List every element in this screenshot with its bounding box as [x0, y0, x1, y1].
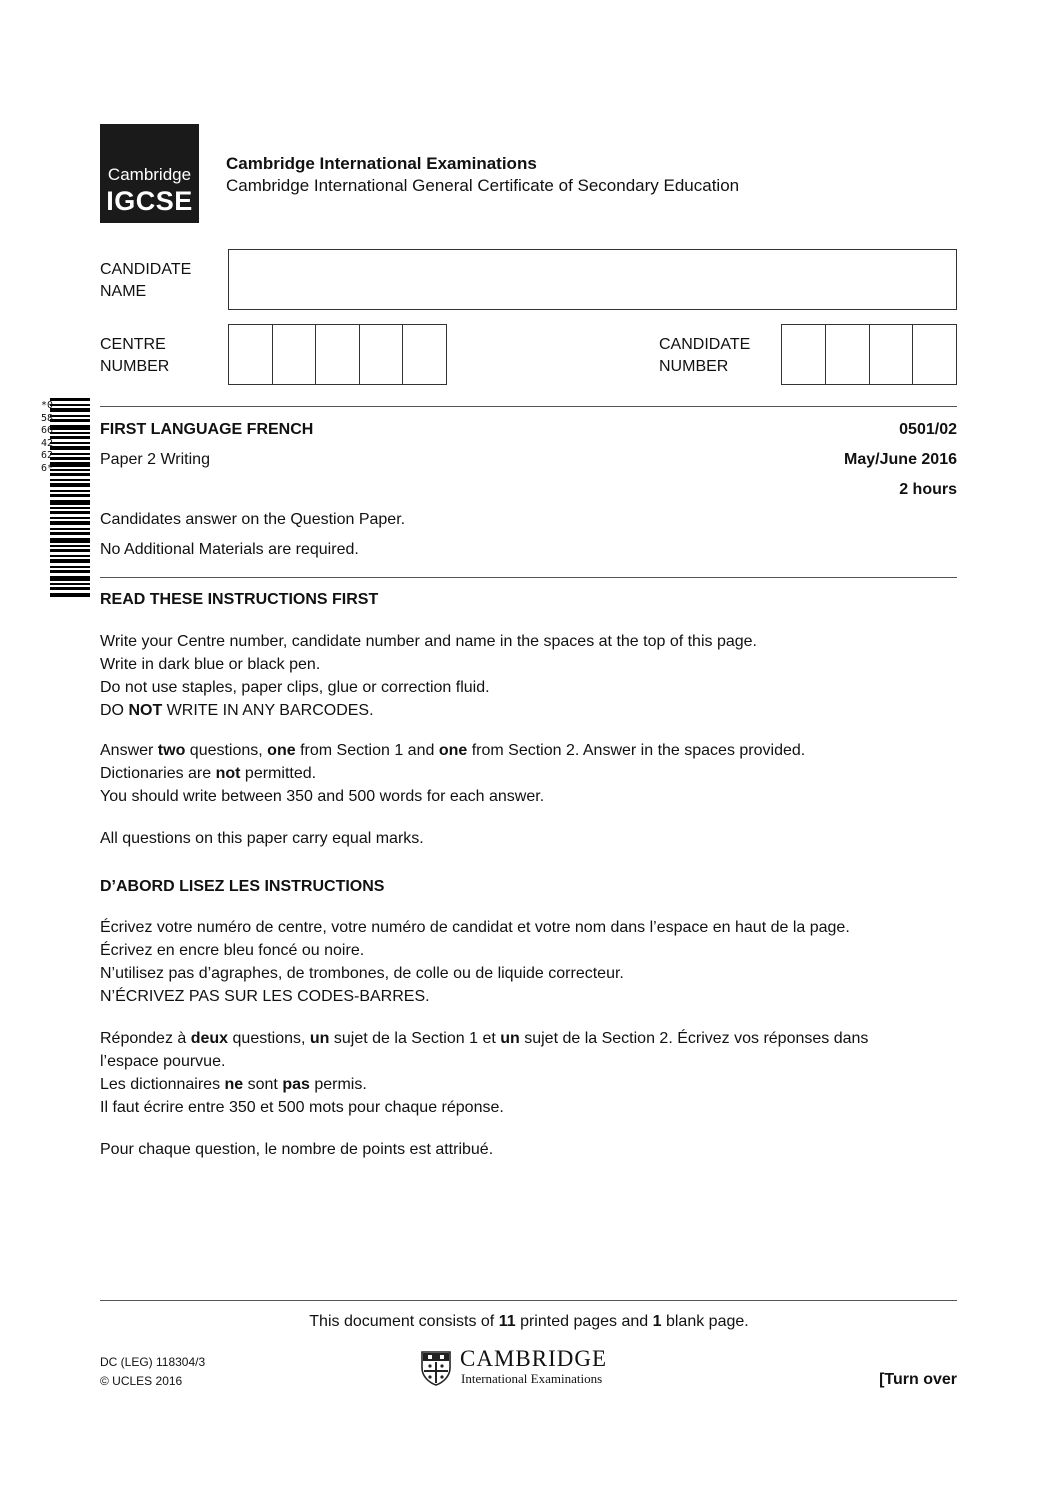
- cambridge-brand: CAMBRIDGE: [460, 1346, 608, 1371]
- instruction-line: Pour chaque question, le nombre de points est attribué.: [100, 1141, 494, 1158]
- candidate-name-label-line1: CANDIDATE: [100, 261, 192, 278]
- text-part: sont: [243, 1076, 283, 1093]
- materials-line-2: No Additional Materials are required.: [100, 541, 359, 558]
- divider: [100, 1300, 957, 1301]
- instruction-line: [100, 1027, 970, 1050]
- instruction-line: [100, 739, 960, 762]
- instruction-line: Do not use staples, paper clips, glue or correction fluid.: [100, 679, 490, 696]
- text-part-bold: 1: [652, 1313, 662, 1330]
- text-part: This document consists of: [309, 1313, 499, 1330]
- text-part: blank page.: [661, 1313, 749, 1330]
- instruction-line: Écrivez en encre bleu foncé ou noire.: [100, 942, 365, 959]
- candidate-number-label-line2: NUMBER: [659, 358, 729, 375]
- instructions-heading-en: READ THESE INSTRUCTIONS FIRST: [100, 591, 379, 608]
- text-part-bold: not: [215, 765, 241, 782]
- page-count-note: [0, 1313, 1058, 1331]
- divider: [100, 577, 957, 578]
- candidate-number-cell[interactable]: [913, 325, 956, 384]
- text-part-bold: NOT: [128, 702, 163, 719]
- instruction-line: Écrivez votre numéro de centre, votre numéro de candidat et votre nom dans l’espace en haut de la page.: [100, 919, 850, 936]
- instruction-line: l’espace pourvue.: [100, 1053, 226, 1070]
- qualification-name: Cambridge International General Certificate of Secondary Education: [226, 176, 740, 195]
- instruction-line: Write in dark blue or black pen.: [100, 656, 321, 673]
- instruction-line: N’ÉCRIVEZ PAS SUR LES CODES-BARRES.: [100, 988, 430, 1005]
- exam-session: May/June 2016: [844, 451, 957, 468]
- centre-number-cell[interactable]: [273, 325, 317, 384]
- text-part: questions,: [228, 1030, 310, 1047]
- text-part-bold: two: [157, 742, 186, 759]
- instructions-block-en-2: [100, 739, 960, 808]
- centre-number-cell[interactable]: [229, 325, 273, 384]
- instruction-line: All questions on this paper carry equal marks.: [100, 830, 424, 847]
- barcode: [42, 398, 58, 598]
- centre-number-label-line2: NUMBER: [100, 358, 170, 375]
- instruction-line: Il faut écrire entre 350 et 500 mots pour chaque réponse.: [100, 1099, 504, 1116]
- candidate-number-field[interactable]: [781, 324, 957, 385]
- centre-number-field[interactable]: [228, 324, 447, 385]
- materials-line-1: Candidates answer on the Question Paper.: [100, 511, 406, 528]
- text-part: questions,: [185, 742, 268, 759]
- text-part: permis.: [309, 1076, 367, 1093]
- candidate-number-label-line1: CANDIDATE: [659, 336, 751, 353]
- logo-bottom-text: IGCSE: [106, 186, 193, 216]
- centre-number-cell[interactable]: [316, 325, 360, 384]
- document-reference: DC (LEG) 118304/3: [100, 1355, 206, 1369]
- text-part: Répondez à: [100, 1030, 191, 1047]
- candidate-name-label-line2: NAME: [100, 283, 147, 300]
- text-part: Dictionaries are: [100, 765, 216, 782]
- instruction-line: You should write between 350 and 500 words for each answer.: [100, 788, 545, 805]
- paper-name: Paper 2 Writing: [100, 451, 210, 468]
- text-part: DO: [100, 702, 129, 719]
- text-part-bold: ne: [224, 1076, 244, 1093]
- candidate-number-cell[interactable]: [870, 325, 914, 384]
- text-part-bold: pas: [282, 1076, 310, 1093]
- org-name: Cambridge International Examinations: [226, 154, 537, 173]
- exam-duration: 2 hours: [899, 481, 957, 498]
- instructions-block-fr-2: [100, 1027, 970, 1119]
- text-part: sujet de la Section 2. Écrivez vos réponses dans: [519, 1030, 869, 1047]
- divider: [100, 406, 957, 407]
- text-part-bold: one: [438, 742, 468, 759]
- copyright: © UCLES 2016: [100, 1374, 183, 1388]
- candidate-name-field[interactable]: [228, 249, 957, 310]
- text-part: printed pages and: [515, 1313, 653, 1330]
- candidate-number-cell[interactable]: [826, 325, 870, 384]
- instruction-line: [100, 762, 960, 785]
- instruction-line: Write your Centre number, candidate number and name in the spaces at the top of this page.: [100, 633, 757, 650]
- text-part-bold: un: [309, 1030, 330, 1047]
- text-part: Les dictionnaires: [100, 1076, 225, 1093]
- text-part: from Section 1 and: [295, 742, 439, 759]
- text-part: WRITE IN ANY BARCODES.: [162, 702, 374, 719]
- logo-top-text: Cambridge: [107, 165, 192, 184]
- subject-title: FIRST LANGUAGE FRENCH: [100, 421, 314, 438]
- candidate-name-label: [100, 259, 191, 303]
- igcse-logo: [100, 124, 199, 223]
- cambridge-crest-icon: [420, 1350, 452, 1386]
- text-part-bold: un: [500, 1030, 520, 1047]
- instructions-heading-fr: D’ABORD LISEZ LES INSTRUCTIONS: [100, 878, 385, 895]
- instruction-line: N’utilisez pas d’agraphes, de trombones, de colle ou de liquide correcteur.: [100, 965, 624, 982]
- paper-code: 0501/02: [899, 421, 957, 438]
- instruction-line: [100, 1073, 970, 1096]
- barcode-bars-icon: [50, 398, 90, 598]
- instructions-block-en-1: [100, 630, 960, 722]
- text-part: sujet de la Section 1 et: [329, 1030, 501, 1047]
- text-part: permitted.: [240, 765, 317, 782]
- cambridge-brand-sub: International Examinations: [461, 1371, 603, 1386]
- candidate-number-label: [659, 334, 750, 378]
- centre-number-label: [100, 334, 169, 378]
- instruction-line: [100, 699, 960, 722]
- text-part-bold: 11: [498, 1313, 516, 1330]
- text-part: Answer: [100, 742, 158, 759]
- turn-over: [Turn over: [879, 1371, 957, 1388]
- centre-number-cell[interactable]: [403, 325, 446, 384]
- barcode-digits: *0586642626*: [40, 400, 54, 474]
- text-part: from Section 2. Answer in the spaces provided.: [467, 742, 806, 759]
- centre-number-label-line1: CENTRE: [100, 336, 166, 353]
- candidate-number-cell[interactable]: [782, 325, 826, 384]
- text-part-bold: deux: [190, 1030, 229, 1047]
- text-part-bold: one: [267, 742, 296, 759]
- centre-number-cell[interactable]: [360, 325, 404, 384]
- instructions-block-fr-1: [100, 916, 970, 1008]
